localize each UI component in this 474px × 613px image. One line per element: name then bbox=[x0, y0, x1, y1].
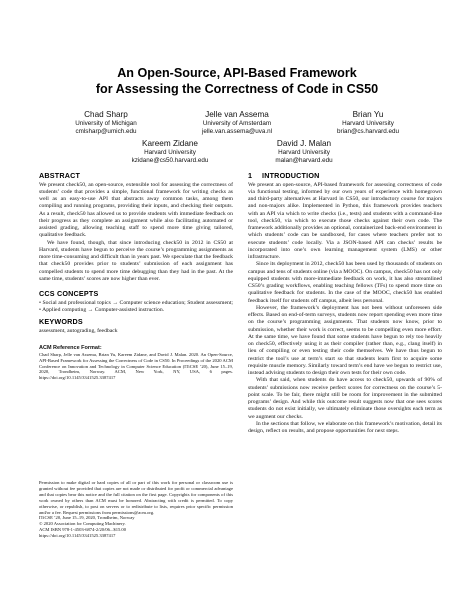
permission-text: Permission to make digital or hard copies of all or part of this work for personal or classroom use is granted without fee provided that copies are not made or distributed for profit or commercial advantage and that copies bear this notice and the full citation on the first page. Copyrights for components of this work owned by others than ACM must be honored. Abstracting with credit is permitted. To copy otherwise, or republish, to post on servers or to redistribute to lists, requires prior specific permission and/or a fee. Request permissions from permissions@acm.org. bbox=[39, 480, 233, 515]
author-email: jelle.van.assema@uva.nl bbox=[201, 127, 273, 135]
abstract-paragraph: We present check50, an open-source, extensible tool for assessing the correctness of students’ code that provides a simple, functional framework for writing checks as well as an easy-to-use API that abstracts away common tasks, among them compiling and running programs, providing their inputs, and checking their outputs. As a result, check50 has allowed us to provide students with immediate feedback on their progress as they complete an assignment while also facilitating automated or assisted grading, allowing teaching staff to spend more time giving tailored, qualitative feedback. bbox=[39, 181, 233, 239]
author-name: Kareem Zidane bbox=[142, 139, 198, 148]
author-name: David J. Malan bbox=[276, 139, 332, 148]
keywords-heading: KEYWORDS bbox=[39, 317, 83, 326]
ccs-text: • Social and professional topics → Computer science education; Student assessment; • Applied computing → Computer-assisted instruction. bbox=[39, 299, 233, 313]
abstract-paragraph: We have found, though, that since introducing check50 in 2012 in CS50 at Harvard, students have begun to perceive the course’s programming assignments as more time-consuming and difficult than in years past. We speculate that the feedback that check50 provides prior to students’ submission of each assignment has compelled students to spend more time debugging than they had in the past. At the same time, students’ scores are now higher than ever. bbox=[39, 239, 233, 282]
isbn-line: ACM ISBN 978-1-4503-6874-2/20/06...$15.00 bbox=[39, 527, 127, 533]
author-name: Brian Yu bbox=[352, 110, 384, 119]
introduction-paragraph: However, the framework’s deployment has not been without unforeseen side effects. Based on end-of-term surveys, students now report spending even more time on the course’s programming assignments. That students now know, prior to submission, whether their work is correct, seems to be compelling even more effort. At the same time, we have found that some students have begun to rely too heavily on check50, effectively using it as their compiler (rather than, e.g., clang itself) in lieu of compiling or even testing their code themselves. We have thus begun to restrict the tool’s use at term’s start so that students learn first to acquire some requisite muscle memory. Similarly toward term’s end have we begun to restrict use, instead advising students to design their own tests for their own code. bbox=[248, 304, 442, 376]
author-email: cmlsharp@umich.edu bbox=[75, 127, 137, 135]
section-number: 1 bbox=[248, 171, 253, 180]
author-affiliation: University of Amsterdam bbox=[202, 120, 272, 127]
author-block bbox=[100, 139, 240, 164]
title-line-1: An Open-Source, API-Based Framework bbox=[117, 66, 357, 80]
author-email: kzidane@cs50.harvard.edu bbox=[131, 156, 209, 164]
introduction-paragraph: We present an open-source, API-based framework for assessing correctness of code via functional testing, informed by our own years of experience with homegrown and third-party alternatives at Harvard in CS50, our introductory course for majors and non-majors alike. Implemented in Python, this framework provides teachers with an API via which to write checks (i.e., tests) and students with a command-line tool, check50, via which to execute those checks against their own code. The framework additionally provides an optional, containerized back-end environment in which students’ code can be sandboxed, for cases where teachers prefer not to execute students’ code locally. Via a JSON-based API can checks’ results be incorporated into one’s own learning management system (LMS) or other infrastructure. bbox=[248, 181, 442, 260]
keywords-text: assessment, autograding, feedback bbox=[39, 327, 118, 334]
ccs-heading: CCS CONCEPTS bbox=[39, 289, 99, 298]
author-block bbox=[36, 110, 176, 135]
author-block bbox=[167, 110, 307, 135]
permission-block bbox=[39, 480, 233, 539]
conference-line: ITiCSE ’20, June 15–19, 2020, Trondheim, Norway bbox=[39, 515, 135, 521]
doi-line: https://doi.org/10.1145/3341525.3387417 bbox=[39, 533, 116, 539]
left-column bbox=[39, 171, 233, 381]
author-affiliation: Harvard University bbox=[342, 120, 394, 127]
author-affiliation: Harvard University bbox=[278, 149, 330, 156]
author-name: Jelle van Assema bbox=[205, 110, 269, 119]
section-title: INTRODUCTION bbox=[262, 171, 320, 180]
author-email: brian@cs.harvard.edu bbox=[336, 127, 400, 135]
author-block bbox=[298, 110, 438, 135]
author-affiliation: Harvard University bbox=[144, 149, 196, 156]
abstract-heading: ABSTRACT bbox=[39, 171, 81, 180]
introduction-heading bbox=[248, 171, 442, 180]
paper-title bbox=[20, 66, 454, 97]
right-column bbox=[248, 171, 442, 435]
author-affiliation: University of Michigan bbox=[75, 120, 137, 127]
introduction-paragraph: In the sections that follow, we elaborate on this framework’s motivation, detail its design, reflect on results, and propose opportunities for next steps. bbox=[248, 420, 442, 434]
author-block bbox=[234, 139, 374, 164]
author-email: malan@harvard.edu bbox=[275, 156, 333, 164]
author-name: Chad Sharp bbox=[84, 110, 128, 119]
acm-reference-text: Chad Sharp, Jelle van Assema, Brian Yu, Kareem Zidane, and David J. Malan. 2020. An Open-Source, API-Based Framework for Assessing the Correctness of Code in CS50. In Proceedings of the 2020 ACM Conference on Innovation and Technology in Computer Science Education (ITiCSE ’20), June 15–19, 2020, Trondheim, Norway. ACM, New York, NY, USA, 6 pages. https://doi.org/10.1145/3341525.3387417 bbox=[39, 351, 233, 381]
introduction-paragraph: With that said, when students do have access to check50, upwards of 90% of students’ submissions now receive perfect scores for correctness on the course’s 5-point scale. To be fair, there might still be room for improvement in the submitted programs’ design. And while this outcome result suggests now that one sees scores students do not exist initially, we ultimately eliminate those oversights each term as we augment our checks. bbox=[248, 377, 442, 420]
copyright-line: © 2020 Association for Computing Machinery. bbox=[39, 521, 126, 527]
introduction-paragraph: Since its deployment in 2012, check50 has been used by thousands of students on campus and tens of students online (via a MOOC). On campus, check50 has not only equipped students with more-immediate feedback on work, it has also streamlined CS50’s grading workflows, enabling teaching fellows (TFs) to spend more time on qualitative feedback for students. In the case of the MOOC, check50 has enabled feedback itself for students off campus, albeit less personal. bbox=[248, 261, 442, 304]
acm-reference-heading: ACM Reference Format: bbox=[39, 344, 102, 351]
title-line-2: for Assessing the Correctness of Code in CS50 bbox=[95, 81, 379, 96]
